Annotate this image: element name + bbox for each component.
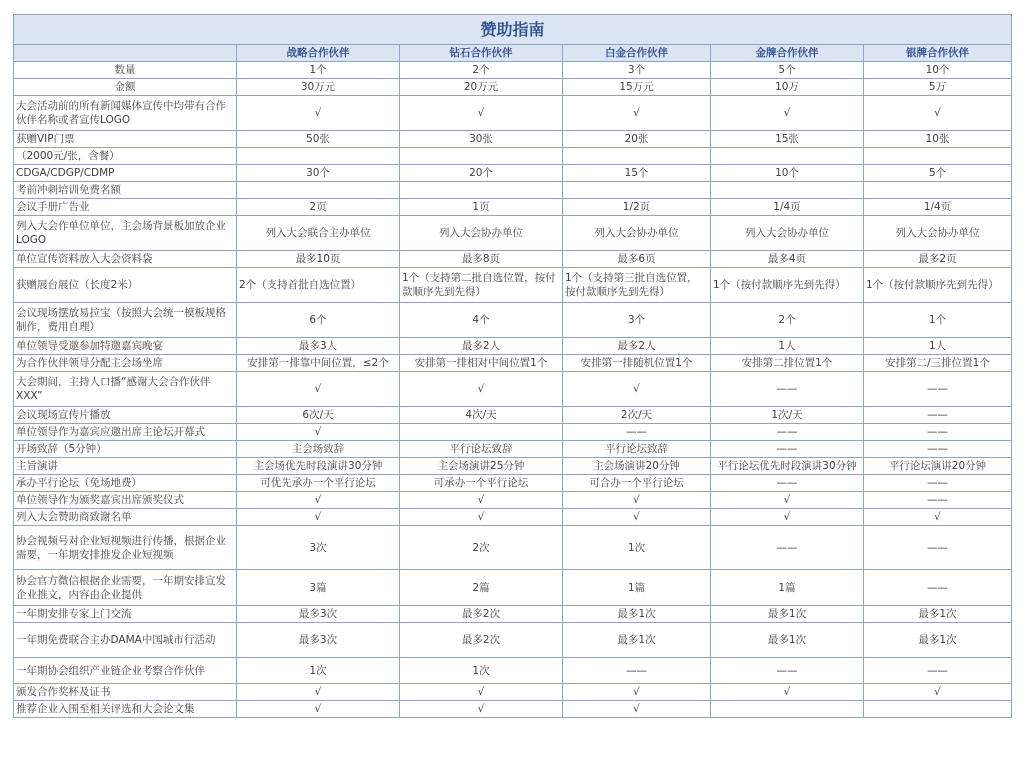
- table-cell: 最多3次: [237, 606, 400, 623]
- column-header: 钻石合作伙伴: [400, 45, 563, 62]
- table-cell: 主会场演讲25分钟: [400, 458, 563, 475]
- row-label: 协会视频号对企业短视频进行传播，根据企业需要，一年期安排推发企业短视频: [14, 526, 237, 570]
- table-cell: 5个: [711, 62, 864, 79]
- row-label: 颁发合作奖杯及证书: [14, 684, 237, 701]
- table-row: [14, 424, 1012, 441]
- table-row: [14, 570, 1012, 606]
- row-label: 金额: [14, 79, 237, 96]
- table-cell: √: [237, 492, 400, 509]
- table-row: [14, 475, 1012, 492]
- column-header: 金牌合作伙伴: [711, 45, 864, 62]
- table-cell: 15万元: [563, 79, 711, 96]
- table-row: [14, 492, 1012, 509]
- table-cell: 1次: [563, 526, 711, 570]
- table-cell: √: [400, 684, 563, 701]
- row-label: 单位领导作为颁奖嘉宾出席颁奖仪式: [14, 492, 237, 509]
- table-cell: √: [400, 96, 563, 131]
- table-row: [14, 216, 1012, 251]
- table-cell: 2个（支持首批自选位置）: [237, 268, 400, 303]
- corner-cell: [14, 45, 237, 62]
- table-cell: 最多3人: [237, 338, 400, 355]
- row-label: 一年期免费联合主办DAMA中国城市行活动: [14, 623, 237, 658]
- row-label: 大会活动前的所有新闻媒体宣传中均带有合作伙伴名称或者宣传LOGO: [14, 96, 237, 131]
- table-cell: 2篇: [400, 570, 563, 606]
- table-cell: 最多10页: [237, 251, 400, 268]
- table-cell: ——: [563, 424, 711, 441]
- table-cell: 主会场优先时段演讲30分钟: [237, 458, 400, 475]
- row-label: 单位领导作为嘉宾应邀出席主论坛开幕式: [14, 424, 237, 441]
- table-row: [14, 509, 1012, 526]
- table-cell: ——: [864, 570, 1012, 606]
- row-label: 会议现场摆放易拉宝（按照大会统一模板规格制作，费用自理）: [14, 303, 237, 338]
- table-cell: √: [237, 96, 400, 131]
- table-row: [14, 148, 1012, 165]
- row-label: 为合作伙伴领导分配主会场坐席: [14, 355, 237, 372]
- table-cell: 1/2页: [563, 199, 711, 216]
- table-cell: 1个: [864, 303, 1012, 338]
- table-row: [14, 623, 1012, 658]
- table-cell: √: [563, 684, 711, 701]
- table-cell: √: [237, 701, 400, 718]
- table-cell: ——: [864, 492, 1012, 509]
- table-row: [14, 182, 1012, 199]
- table-cell: 主会场致辞: [237, 441, 400, 458]
- table-cell: √: [237, 424, 400, 441]
- table-cell: ——: [864, 441, 1012, 458]
- row-label: （2000元/张，含餐）: [14, 148, 237, 165]
- table-cell: √: [711, 509, 864, 526]
- table-cell: 1次/天: [711, 407, 864, 424]
- table-row: [14, 684, 1012, 701]
- row-label: 会议手册广告业: [14, 199, 237, 216]
- table-row: [14, 355, 1012, 372]
- table-row: [14, 526, 1012, 570]
- table-cell: 1个（支持第二批自选位置，按付款顺序先到先得）: [400, 268, 563, 303]
- table-cell: 3个: [563, 62, 711, 79]
- table-cell: 15个: [563, 165, 711, 182]
- table-cell: 列入大会协办单位: [400, 216, 563, 251]
- table-cell: 1个: [237, 62, 400, 79]
- table-row: [14, 458, 1012, 475]
- table-cell: 1/4页: [864, 199, 1012, 216]
- table-cell: √: [237, 509, 400, 526]
- table-cell: [864, 148, 1012, 165]
- table-cell: √: [400, 509, 563, 526]
- table-cell: [711, 701, 864, 718]
- table-cell: 最多1次: [864, 623, 1012, 658]
- table-cell: [237, 182, 400, 199]
- table-cell: √: [864, 96, 1012, 131]
- table-cell: [563, 182, 711, 199]
- table-cell: 安排第一排相对中间位置1个: [400, 355, 563, 372]
- row-label: 承办平行论坛（免场地费）: [14, 475, 237, 492]
- table-cell: ——: [563, 658, 711, 684]
- table-cell: √: [563, 372, 711, 407]
- table-row: [14, 407, 1012, 424]
- row-label: 考前冲刺培训免费名额: [14, 182, 237, 199]
- table-cell: 1人: [864, 338, 1012, 355]
- table-cell: 2次/天: [563, 407, 711, 424]
- row-label: CDGA/CDGP/CDMP: [14, 165, 237, 182]
- header-row: [14, 45, 1012, 62]
- table-cell: ——: [864, 475, 1012, 492]
- table-cell: 5个: [864, 165, 1012, 182]
- table-cell: 2次: [400, 526, 563, 570]
- table-cell: 列入大会协办单位: [711, 216, 864, 251]
- table-cell: 1篇: [563, 570, 711, 606]
- table-cell: [400, 424, 563, 441]
- table-cell: √: [563, 509, 711, 526]
- table-cell: [400, 182, 563, 199]
- table-cell: √: [400, 701, 563, 718]
- table-cell: √: [400, 372, 563, 407]
- table-cell: 30万元: [237, 79, 400, 96]
- table-cell: 3次: [237, 526, 400, 570]
- table-cell: 3个: [563, 303, 711, 338]
- table-cell: √: [237, 684, 400, 701]
- table-cell: 平行论坛致辞: [400, 441, 563, 458]
- table-cell: 最多2页: [864, 251, 1012, 268]
- table-row: [14, 199, 1012, 216]
- column-header: 战略合作伙伴: [237, 45, 400, 62]
- sponsorship-guide: [13, 14, 1011, 745]
- table-title: 赞助指南: [13, 14, 1012, 44]
- table-cell: 5万: [864, 79, 1012, 96]
- table-cell: [400, 148, 563, 165]
- table-cell: ——: [711, 441, 864, 458]
- table-cell: √: [237, 372, 400, 407]
- table-row: [14, 165, 1012, 182]
- table-cell: ——: [711, 526, 864, 570]
- row-label: 列入大会赞助商致谢名单: [14, 509, 237, 526]
- table-cell: 1人: [711, 338, 864, 355]
- table-cell: 10张: [864, 131, 1012, 148]
- table-cell: 可承办一个平行论坛: [400, 475, 563, 492]
- table-cell: 20万元: [400, 79, 563, 96]
- table-cell: 可合办一个平行论坛: [563, 475, 711, 492]
- row-label: 推荐企业入围至相关评选和大会论文集: [14, 701, 237, 718]
- table-cell: 2页: [237, 199, 400, 216]
- table-cell: ——: [864, 526, 1012, 570]
- table-cell: 安排第一排靠中间位置，≤2个: [237, 355, 400, 372]
- row-label: 列入大会作单位单位，主会场背景板加放企业LOGO: [14, 216, 237, 251]
- table-cell: 安排第二排位置1个: [711, 355, 864, 372]
- table-row: [14, 441, 1012, 458]
- table-cell: ——: [864, 658, 1012, 684]
- table-row: [14, 131, 1012, 148]
- table-cell: 最多2人: [400, 338, 563, 355]
- table-row: [14, 268, 1012, 303]
- table-cell: √: [400, 492, 563, 509]
- table-cell: [563, 148, 711, 165]
- table-cell: 6次/天: [237, 407, 400, 424]
- table-cell: 列入大会协办单位: [864, 216, 1012, 251]
- table-cell: [864, 701, 1012, 718]
- table-cell: ——: [711, 475, 864, 492]
- table-cell: 2个: [400, 62, 563, 79]
- table-cell: 列入大会联合主办单位: [237, 216, 400, 251]
- table-cell: √: [711, 492, 864, 509]
- table-cell: [237, 148, 400, 165]
- table-cell: 1次: [400, 658, 563, 684]
- table-cell: 20张: [563, 131, 711, 148]
- table-row: [14, 96, 1012, 131]
- table-cell: 平行论坛优先时段演讲30分钟: [711, 458, 864, 475]
- table-cell: 最多1次: [711, 606, 864, 623]
- table-cell: 最多1次: [711, 623, 864, 658]
- table-row: [14, 251, 1012, 268]
- table-cell: 10个: [864, 62, 1012, 79]
- table-cell: √: [563, 492, 711, 509]
- table-cell: √: [711, 684, 864, 701]
- table-cell: ——: [864, 424, 1012, 441]
- table-cell: √: [711, 96, 864, 131]
- table-cell: 1个（按付款顺序先到先得）: [711, 268, 864, 303]
- table-cell: 1页: [400, 199, 563, 216]
- table-cell: 10万: [711, 79, 864, 96]
- table-row: [14, 79, 1012, 96]
- row-label: 数量: [14, 62, 237, 79]
- table-cell: 最多6页: [563, 251, 711, 268]
- table-cell: [711, 148, 864, 165]
- table-cell: 安排第二/三排位置1个: [864, 355, 1012, 372]
- table-cell: 最多1次: [563, 606, 711, 623]
- table-row: [14, 372, 1012, 407]
- table-cell: 最多1次: [563, 623, 711, 658]
- row-label: 单位宣传资料放入大会资料袋: [14, 251, 237, 268]
- column-header: 银牌合作伙伴: [864, 45, 1012, 62]
- table-cell: √: [864, 509, 1012, 526]
- table-cell: 1篇: [711, 570, 864, 606]
- row-label: 单位领导受邀参加特邀嘉宾晚宴: [14, 338, 237, 355]
- table-cell: √: [563, 701, 711, 718]
- table-cell: 可优先承办一个平行论坛: [237, 475, 400, 492]
- table-cell: 最多1次: [864, 606, 1012, 623]
- table-row: [14, 62, 1012, 79]
- table-cell: 最多2次: [400, 623, 563, 658]
- table-cell: 平行论坛演讲20分钟: [864, 458, 1012, 475]
- column-header: 白金合作伙伴: [563, 45, 711, 62]
- table-cell: 最多2次: [400, 606, 563, 623]
- table-row: [14, 338, 1012, 355]
- sponsorship-table: [13, 14, 1012, 718]
- table-cell: 3篇: [237, 570, 400, 606]
- table-cell: 1次: [237, 658, 400, 684]
- table-cell: 主会场演讲20分钟: [563, 458, 711, 475]
- table-cell: 15张: [711, 131, 864, 148]
- table-cell: 最多8页: [400, 251, 563, 268]
- table-cell: [864, 182, 1012, 199]
- table-cell: 1/4页: [711, 199, 864, 216]
- row-label: 获赠展台展位（长度2米）: [14, 268, 237, 303]
- row-label: 开场致辞（5分钟）: [14, 441, 237, 458]
- table-cell: 30张: [400, 131, 563, 148]
- table-cell: 1个（支持第三批自选位置，按付款顺序先到先得）: [563, 268, 711, 303]
- table-row: [14, 606, 1012, 623]
- table-row: [14, 701, 1012, 718]
- table-cell: ——: [864, 372, 1012, 407]
- table-cell: 6个: [237, 303, 400, 338]
- table-cell: ——: [711, 658, 864, 684]
- table-cell: ——: [711, 424, 864, 441]
- table-cell: 最多2人: [563, 338, 711, 355]
- table-cell: 安排第一排随机位置1个: [563, 355, 711, 372]
- table-cell: [711, 182, 864, 199]
- table-cell: 平行论坛致辞: [563, 441, 711, 458]
- table-cell: 列入大会协办单位: [563, 216, 711, 251]
- table-cell: 4次/天: [400, 407, 563, 424]
- table-cell: ——: [711, 372, 864, 407]
- table-cell: 50张: [237, 131, 400, 148]
- row-label: 会议现场宣传片播放: [14, 407, 237, 424]
- row-label: 一年期安排专家上门交流: [14, 606, 237, 623]
- row-label: 获赠VIP门票: [14, 131, 237, 148]
- table-cell: 最多3次: [237, 623, 400, 658]
- table-cell: ——: [864, 407, 1012, 424]
- row-label: 主旨演讲: [14, 458, 237, 475]
- table-cell: 4个: [400, 303, 563, 338]
- table-row: [14, 303, 1012, 338]
- table-cell: 1个（按付款顺序先到先得）: [864, 268, 1012, 303]
- row-label: 协会官方微信根据企业需要，一年期安排宣发企业推文，内容由企业提供: [14, 570, 237, 606]
- table-cell: √: [864, 684, 1012, 701]
- table-cell: 10个: [711, 165, 864, 182]
- table-cell: √: [563, 96, 711, 131]
- table-cell: 最多4页: [711, 251, 864, 268]
- table-cell: 30个: [237, 165, 400, 182]
- row-label: 一年期协会组织产业链企业考察合作伙伴: [14, 658, 237, 684]
- table-cell: 2个: [711, 303, 864, 338]
- table-row: [14, 658, 1012, 684]
- table-cell: 20个: [400, 165, 563, 182]
- row-label: 大会期间，主持人口播“感谢大会合作伙伴XXX”: [14, 372, 237, 407]
